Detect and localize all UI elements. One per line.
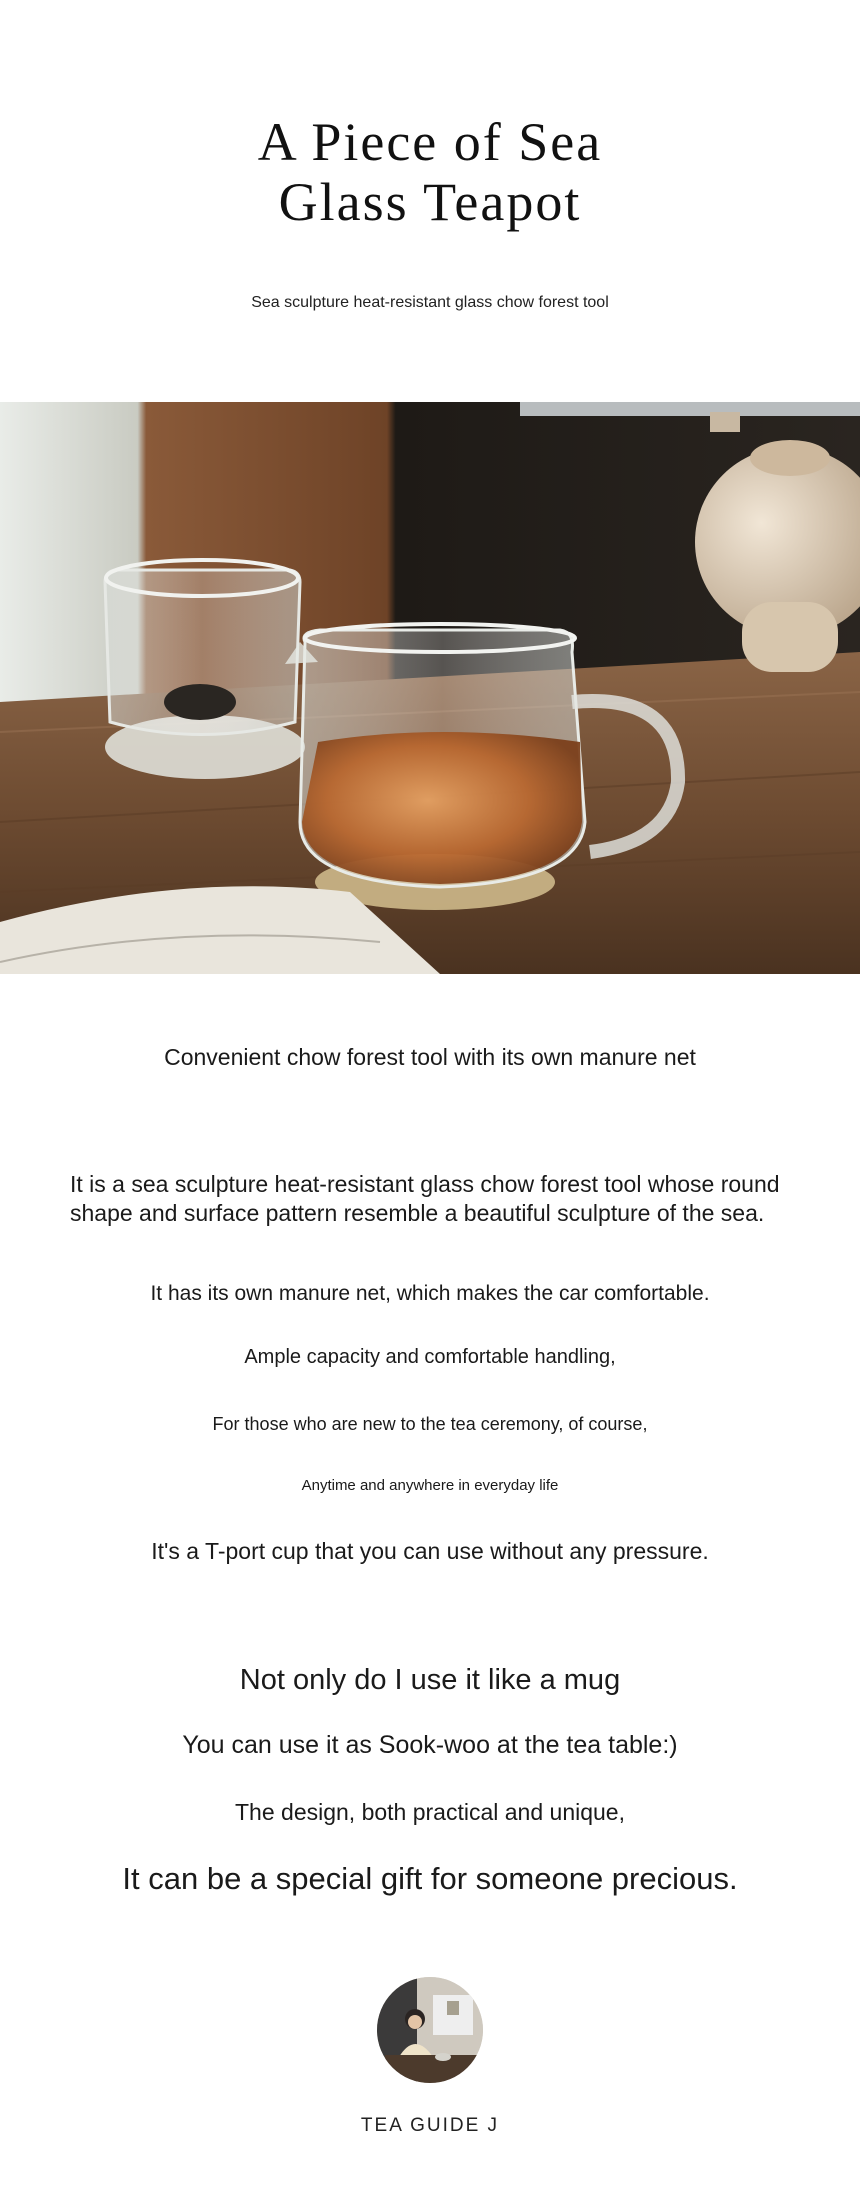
- text-line-9: It can be a special gift for someone precious.: [122, 1861, 738, 1896]
- avatar: [377, 1977, 483, 2083]
- teapot-photo-icon: [0, 402, 860, 974]
- avatar-photo-icon: [377, 1977, 483, 2083]
- text-line-2: Ample capacity and comfortable handling,: [244, 1346, 616, 1368]
- text-line-4: Anytime and anywhere in everyday life: [301, 1477, 559, 1494]
- title-line-1: A Piece of Sea: [257, 112, 603, 172]
- page-title: [0, 112, 860, 232]
- text-line-5: It's a T-port cup that you can use without any pressure.: [151, 1538, 709, 1564]
- text-line-6: Not only do I use it like a mug: [239, 1664, 621, 1696]
- subtitle: Sea sculpture heat-resistant glass chow forest tool: [251, 294, 609, 311]
- text-line-1: It has its own manure net, which makes the car comfortable.: [150, 1282, 710, 1305]
- text-line-7: You can use it as Sook-woo at the tea table:): [182, 1731, 678, 1759]
- title-line-2: Glass Teapot: [278, 172, 582, 232]
- section-heading: Convenient chow forest tool with its own manure net: [164, 1044, 696, 1070]
- text-line-3: For those who are new to the tea ceremony, of course,: [212, 1414, 648, 1434]
- description-paragraph: It is a sea sculpture heat-resistant glass chow forest tool whose round shape and surface pattern resemble a beautiful sculpture of the sea.: [70, 1171, 780, 1226]
- text-line-8: The design, both practical and unique,: [235, 1799, 625, 1825]
- guide-name: TEA GUIDE J: [360, 2115, 500, 2136]
- hero-image: [0, 402, 860, 974]
